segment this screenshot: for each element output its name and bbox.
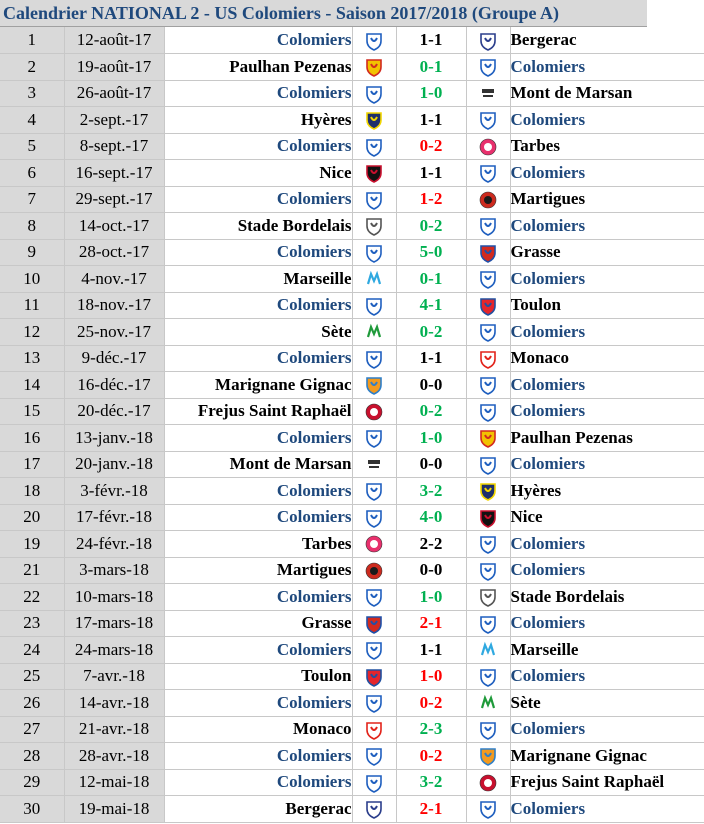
mont-de-marsan-crest-icon	[466, 80, 510, 107]
colomiers-crest-icon	[466, 372, 510, 399]
table-row	[0, 54, 704, 81]
colomiers-crest-icon	[466, 107, 510, 134]
away-team: Colomiers	[510, 663, 704, 690]
match-date: 3-févr.-18	[64, 478, 164, 505]
martigues-crest-icon	[466, 186, 510, 213]
home-team: Colomiers	[164, 186, 352, 213]
paulhan-pezenas-crest-icon	[352, 54, 396, 81]
match-number: 12	[0, 319, 64, 346]
table-row	[0, 769, 704, 796]
colomiers-crest-icon	[466, 796, 510, 823]
paulhan-pezenas-crest-icon	[466, 425, 510, 452]
colomiers-crest-icon	[466, 54, 510, 81]
away-team: Paulhan Pezenas	[510, 425, 704, 452]
match-date: 2-sept.-17	[64, 107, 164, 134]
colomiers-crest-icon	[352, 504, 396, 531]
grasse-crest-icon	[352, 610, 396, 637]
match-score: 1-0	[396, 663, 466, 690]
away-team: Colomiers	[510, 796, 704, 823]
match-score: 1-0	[396, 584, 466, 611]
match-score: 0-1	[396, 266, 466, 293]
home-team: Marignane Gignac	[164, 372, 352, 399]
sete-crest-icon	[352, 319, 396, 346]
match-date: 3-mars-18	[64, 557, 164, 584]
nice-crest-icon	[466, 504, 510, 531]
match-score: 1-1	[396, 637, 466, 664]
match-score: 0-2	[396, 743, 466, 770]
match-date: 16-sept.-17	[64, 160, 164, 187]
fixtures-table	[0, 27, 704, 823]
away-team: Stade Bordelais	[510, 584, 704, 611]
table-row	[0, 663, 704, 690]
away-team: Colomiers	[510, 716, 704, 743]
match-score: 0-0	[396, 372, 466, 399]
home-team: Marseille	[164, 266, 352, 293]
hyeres-crest-icon	[352, 107, 396, 134]
table-row	[0, 504, 704, 531]
tarbes-crest-icon	[466, 133, 510, 160]
home-team: Colomiers	[164, 345, 352, 372]
match-date: 12-mai-18	[64, 769, 164, 796]
marignane-crest-icon	[466, 743, 510, 770]
away-team: Tarbes	[510, 133, 704, 160]
away-team: Grasse	[510, 239, 704, 266]
match-date: 18-nov.-17	[64, 292, 164, 319]
match-date: 4-nov.-17	[64, 266, 164, 293]
away-team: Colomiers	[510, 319, 704, 346]
match-date: 25-nov.-17	[64, 319, 164, 346]
match-number: 13	[0, 345, 64, 372]
match-number: 22	[0, 584, 64, 611]
colomiers-crest-icon	[352, 690, 396, 717]
home-team: Colomiers	[164, 292, 352, 319]
table-row	[0, 531, 704, 558]
page-title: Calendrier NATIONAL 2 - US Colomiers - Saison 2017/2018 (Groupe A)	[0, 0, 647, 27]
bergerac-crest-icon	[352, 796, 396, 823]
match-score: 0-0	[396, 451, 466, 478]
away-team: Colomiers	[510, 107, 704, 134]
bergerac-crest-icon	[466, 27, 510, 54]
colomiers-crest-icon	[352, 637, 396, 664]
home-team: Hyères	[164, 107, 352, 134]
match-date: 17-mars-18	[64, 610, 164, 637]
home-team: Monaco	[164, 716, 352, 743]
colomiers-crest-icon	[352, 769, 396, 796]
table-row	[0, 451, 704, 478]
monaco-crest-icon	[466, 345, 510, 372]
match-score: 2-3	[396, 716, 466, 743]
away-team: Colomiers	[510, 557, 704, 584]
stade-bordelais-crest-icon	[352, 213, 396, 240]
match-score: 0-2	[396, 319, 466, 346]
table-row	[0, 213, 704, 240]
table-row	[0, 796, 704, 823]
marseille-crest-icon	[466, 637, 510, 664]
away-team: Colomiers	[510, 372, 704, 399]
away-team: Colomiers	[510, 531, 704, 558]
home-team: Toulon	[164, 663, 352, 690]
table-row	[0, 584, 704, 611]
home-team: Sète	[164, 319, 352, 346]
away-team: Monaco	[510, 345, 704, 372]
match-score: 1-1	[396, 27, 466, 54]
away-team: Martigues	[510, 186, 704, 213]
match-score: 0-1	[396, 54, 466, 81]
match-number: 4	[0, 107, 64, 134]
home-team: Colomiers	[164, 27, 352, 54]
colomiers-crest-icon	[352, 186, 396, 213]
match-number: 14	[0, 372, 64, 399]
away-team: Mont de Marsan	[510, 80, 704, 107]
colomiers-crest-icon	[466, 610, 510, 637]
match-date: 14-avr.-18	[64, 690, 164, 717]
toulon-crest-icon	[352, 663, 396, 690]
match-date: 19-août-17	[64, 54, 164, 81]
colomiers-crest-icon	[466, 531, 510, 558]
marseille-crest-icon	[352, 266, 396, 293]
table-row	[0, 292, 704, 319]
home-team: Paulhan Pezenas	[164, 54, 352, 81]
away-team: Sète	[510, 690, 704, 717]
match-score: 1-1	[396, 160, 466, 187]
match-score: 0-2	[396, 398, 466, 425]
table-row	[0, 398, 704, 425]
match-score: 4-1	[396, 292, 466, 319]
colomiers-crest-icon	[466, 266, 510, 293]
match-number: 16	[0, 425, 64, 452]
away-team: Colomiers	[510, 266, 704, 293]
match-score: 2-1	[396, 796, 466, 823]
mont-de-marsan-crest-icon	[352, 451, 396, 478]
home-team: Frejus Saint Raphaël	[164, 398, 352, 425]
home-team: Stade Bordelais	[164, 213, 352, 240]
table-row	[0, 345, 704, 372]
match-date: 24-mars-18	[64, 637, 164, 664]
table-row	[0, 425, 704, 452]
grasse-crest-icon	[466, 239, 510, 266]
match-score: 4-0	[396, 504, 466, 531]
colomiers-crest-icon	[466, 716, 510, 743]
toulon-crest-icon	[466, 292, 510, 319]
martigues-crest-icon	[352, 557, 396, 584]
match-score: 5-0	[396, 239, 466, 266]
home-team: Colomiers	[164, 769, 352, 796]
table-row	[0, 160, 704, 187]
table-row	[0, 80, 704, 107]
table-row	[0, 743, 704, 770]
match-date: 29-sept.-17	[64, 186, 164, 213]
match-date: 16-déc.-17	[64, 372, 164, 399]
match-number: 3	[0, 80, 64, 107]
away-team: Colomiers	[510, 213, 704, 240]
away-team: Colomiers	[510, 54, 704, 81]
away-team: Colomiers	[510, 451, 704, 478]
colomiers-crest-icon	[352, 345, 396, 372]
table-row	[0, 186, 704, 213]
match-date: 28-avr.-18	[64, 743, 164, 770]
home-team: Grasse	[164, 610, 352, 637]
match-number: 5	[0, 133, 64, 160]
nice-crest-icon	[352, 160, 396, 187]
away-team: Marignane Gignac	[510, 743, 704, 770]
tarbes-crest-icon	[352, 531, 396, 558]
colomiers-crest-icon	[466, 213, 510, 240]
home-team: Colomiers	[164, 504, 352, 531]
colomiers-crest-icon	[352, 133, 396, 160]
table-row	[0, 557, 704, 584]
home-team: Colomiers	[164, 239, 352, 266]
match-score: 1-0	[396, 80, 466, 107]
home-team: Martigues	[164, 557, 352, 584]
table-row	[0, 610, 704, 637]
home-team: Colomiers	[164, 478, 352, 505]
match-score: 0-2	[396, 213, 466, 240]
home-team: Colomiers	[164, 80, 352, 107]
match-number: 23	[0, 610, 64, 637]
match-number: 19	[0, 531, 64, 558]
match-date: 9-déc.-17	[64, 345, 164, 372]
home-team: Nice	[164, 160, 352, 187]
hyeres-crest-icon	[466, 478, 510, 505]
table-row	[0, 716, 704, 743]
table-row	[0, 478, 704, 505]
colomiers-crest-icon	[466, 557, 510, 584]
match-score: 1-2	[396, 186, 466, 213]
match-date: 10-mars-18	[64, 584, 164, 611]
match-number: 15	[0, 398, 64, 425]
match-number: 1	[0, 27, 64, 54]
match-number: 2	[0, 54, 64, 81]
match-date: 20-janv.-18	[64, 451, 164, 478]
colomiers-crest-icon	[352, 80, 396, 107]
colomiers-crest-icon	[466, 663, 510, 690]
colomiers-crest-icon	[352, 239, 396, 266]
match-number: 26	[0, 690, 64, 717]
match-date: 13-janv.-18	[64, 425, 164, 452]
home-team: Bergerac	[164, 796, 352, 823]
colomiers-crest-icon	[466, 398, 510, 425]
home-team: Colomiers	[164, 637, 352, 664]
match-date: 12-août-17	[64, 27, 164, 54]
away-team: Frejus Saint Raphaël	[510, 769, 704, 796]
match-score: 2-2	[396, 531, 466, 558]
match-date: 8-sept.-17	[64, 133, 164, 160]
away-team: Marseille	[510, 637, 704, 664]
match-score: 1-1	[396, 107, 466, 134]
match-number: 11	[0, 292, 64, 319]
match-number: 10	[0, 266, 64, 293]
away-team: Nice	[510, 504, 704, 531]
stade-bordelais-crest-icon	[466, 584, 510, 611]
home-team: Colomiers	[164, 425, 352, 452]
match-date: 20-déc.-17	[64, 398, 164, 425]
colomiers-crest-icon	[352, 292, 396, 319]
colomiers-crest-icon	[466, 319, 510, 346]
match-score: 0-2	[396, 690, 466, 717]
match-number: 27	[0, 716, 64, 743]
colomiers-crest-icon	[352, 743, 396, 770]
home-team: Tarbes	[164, 531, 352, 558]
match-number: 24	[0, 637, 64, 664]
home-team: Mont de Marsan	[164, 451, 352, 478]
match-number: 9	[0, 239, 64, 266]
home-team: Colomiers	[164, 743, 352, 770]
match-date: 28-oct.-17	[64, 239, 164, 266]
match-number: 6	[0, 160, 64, 187]
match-date: 24-févr.-18	[64, 531, 164, 558]
frejus-crest-icon	[352, 398, 396, 425]
match-score: 1-0	[396, 425, 466, 452]
away-team: Colomiers	[510, 160, 704, 187]
match-number: 7	[0, 186, 64, 213]
match-date: 26-août-17	[64, 80, 164, 107]
table-row	[0, 637, 704, 664]
match-date: 21-avr.-18	[64, 716, 164, 743]
home-team: Colomiers	[164, 690, 352, 717]
away-team: Bergerac	[510, 27, 704, 54]
match-date: 17-févr.-18	[64, 504, 164, 531]
colomiers-crest-icon	[466, 160, 510, 187]
marignane-crest-icon	[352, 372, 396, 399]
home-team: Colomiers	[164, 133, 352, 160]
match-number: 20	[0, 504, 64, 531]
table-row	[0, 27, 704, 54]
colomiers-crest-icon	[352, 584, 396, 611]
match-date: 7-avr.-18	[64, 663, 164, 690]
table-row	[0, 266, 704, 293]
frejus-crest-icon	[466, 769, 510, 796]
match-score: 1-1	[396, 345, 466, 372]
match-number: 17	[0, 451, 64, 478]
colomiers-crest-icon	[466, 451, 510, 478]
table-row	[0, 372, 704, 399]
colomiers-crest-icon	[352, 425, 396, 452]
away-team: Colomiers	[510, 398, 704, 425]
table-row	[0, 319, 704, 346]
match-score: 0-2	[396, 133, 466, 160]
match-date: 19-mai-18	[64, 796, 164, 823]
match-score: 3-2	[396, 769, 466, 796]
fixtures-body	[0, 27, 704, 822]
table-row	[0, 133, 704, 160]
away-team: Hyères	[510, 478, 704, 505]
home-team: Colomiers	[164, 584, 352, 611]
table-row	[0, 239, 704, 266]
table-row	[0, 107, 704, 134]
match-number: 21	[0, 557, 64, 584]
away-team: Colomiers	[510, 610, 704, 637]
match-score: 2-1	[396, 610, 466, 637]
sete-crest-icon	[466, 690, 510, 717]
match-score: 0-0	[396, 557, 466, 584]
colomiers-crest-icon	[352, 478, 396, 505]
colomiers-crest-icon	[352, 27, 396, 54]
monaco-crest-icon	[352, 716, 396, 743]
match-number: 29	[0, 769, 64, 796]
table-row	[0, 690, 704, 717]
match-number: 30	[0, 796, 64, 823]
match-number: 18	[0, 478, 64, 505]
match-number: 28	[0, 743, 64, 770]
match-number: 25	[0, 663, 64, 690]
match-date: 14-oct.-17	[64, 213, 164, 240]
match-score: 3-2	[396, 478, 466, 505]
match-number: 8	[0, 213, 64, 240]
away-team: Toulon	[510, 292, 704, 319]
